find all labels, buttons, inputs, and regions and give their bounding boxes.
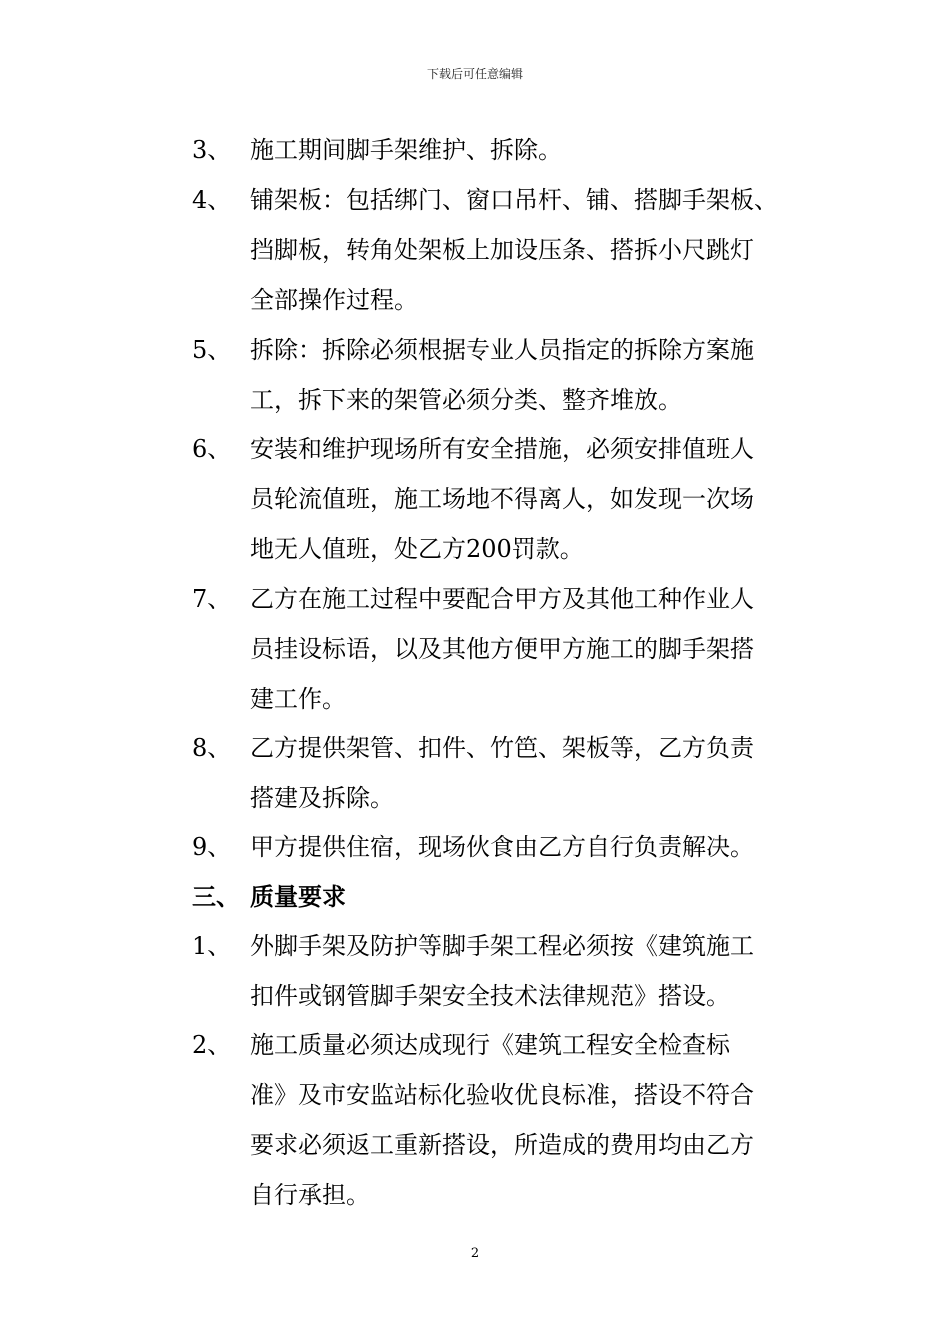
item-line: 扣件或钢管脚手架安全技术法律规范》搭设。	[250, 982, 730, 1010]
item-text	[250, 723, 810, 823]
item-line: 甲方提供住宿，现场伙食由乙方自行负责解决。	[250, 833, 754, 861]
item-line: 施工质量必须达成现行《建筑工程安全检查标	[250, 1031, 730, 1059]
item-line: 建工作。	[250, 685, 346, 713]
item-line: 地无人值班，处乙方200罚款。	[250, 535, 584, 563]
item-text	[250, 574, 810, 724]
item-line: 铺架板：包括绑门、窗口吊杆、铺、搭脚手架板、	[250, 186, 778, 214]
list-item	[192, 574, 832, 724]
item-number: 1、	[192, 932, 232, 960]
item-number: 6、	[192, 435, 232, 463]
item-text	[250, 325, 810, 425]
header-note: 下载后可任意编辑	[426, 67, 523, 81]
item-line: 外脚手架及防护等脚手架工程必须按《建筑施工	[250, 932, 754, 960]
item-line: 准》及市安监站标化验收优良标准，搭设不符合	[250, 1081, 754, 1109]
item-number: 2、	[192, 1031, 232, 1059]
list-item	[192, 424, 832, 574]
item-number: 9、	[192, 833, 232, 861]
item-line: 工，拆下来的架管必须分类、整齐堆放。	[250, 386, 682, 414]
item-text	[250, 822, 810, 872]
item-text	[250, 175, 810, 325]
item-line: 乙方在施工过程中要配合甲方及其他工种作业人	[250, 585, 754, 613]
item-line: 全部操作过程。	[250, 286, 418, 314]
item-number: 3、	[192, 136, 232, 164]
item-text	[250, 125, 810, 175]
item-line: 员挂设标语，以及其他方便甲方施工的脚手架搭	[250, 635, 754, 663]
list-item	[192, 125, 832, 175]
list-item	[192, 822, 832, 872]
item-line: 员轮流值班，施工场地不得离人，如发现一次场	[250, 485, 754, 513]
page-number: 2	[470, 1246, 480, 1261]
item-line: 乙方提供架管、扣件、竹笆、架板等，乙方负责	[250, 734, 754, 762]
item-text	[250, 921, 810, 1021]
item-text	[250, 424, 810, 574]
item-line: 挡脚板，转角处架板上加设压条、搭拆小尺跳灯	[250, 236, 754, 264]
item-line: 自行承担。	[250, 1181, 370, 1209]
section-title: 质量要求	[250, 882, 346, 911]
list-item	[192, 723, 832, 823]
list-item	[192, 1020, 832, 1220]
item-line: 安装和维护现场所有安全措施，必须安排值班人	[250, 435, 754, 463]
item-line: 搭建及拆除。	[250, 784, 394, 812]
section-heading	[192, 872, 832, 922]
list-item	[192, 325, 832, 425]
item-line: 要求必须返工重新搭设，所造成的费用均由乙方	[250, 1131, 754, 1159]
item-number: 5、	[192, 336, 232, 364]
item-number: 4、	[192, 186, 232, 214]
list-item	[192, 921, 832, 1021]
item-number: 8、	[192, 734, 232, 762]
item-text	[250, 1020, 810, 1220]
list-item	[192, 175, 832, 325]
item-line: 拆除：拆除必须根据专业人员指定的拆除方案施	[250, 336, 754, 364]
item-number: 7、	[192, 585, 232, 613]
section-number: 三、	[192, 882, 240, 911]
item-line: 施工期间脚手架维护、拆除。	[250, 136, 562, 164]
